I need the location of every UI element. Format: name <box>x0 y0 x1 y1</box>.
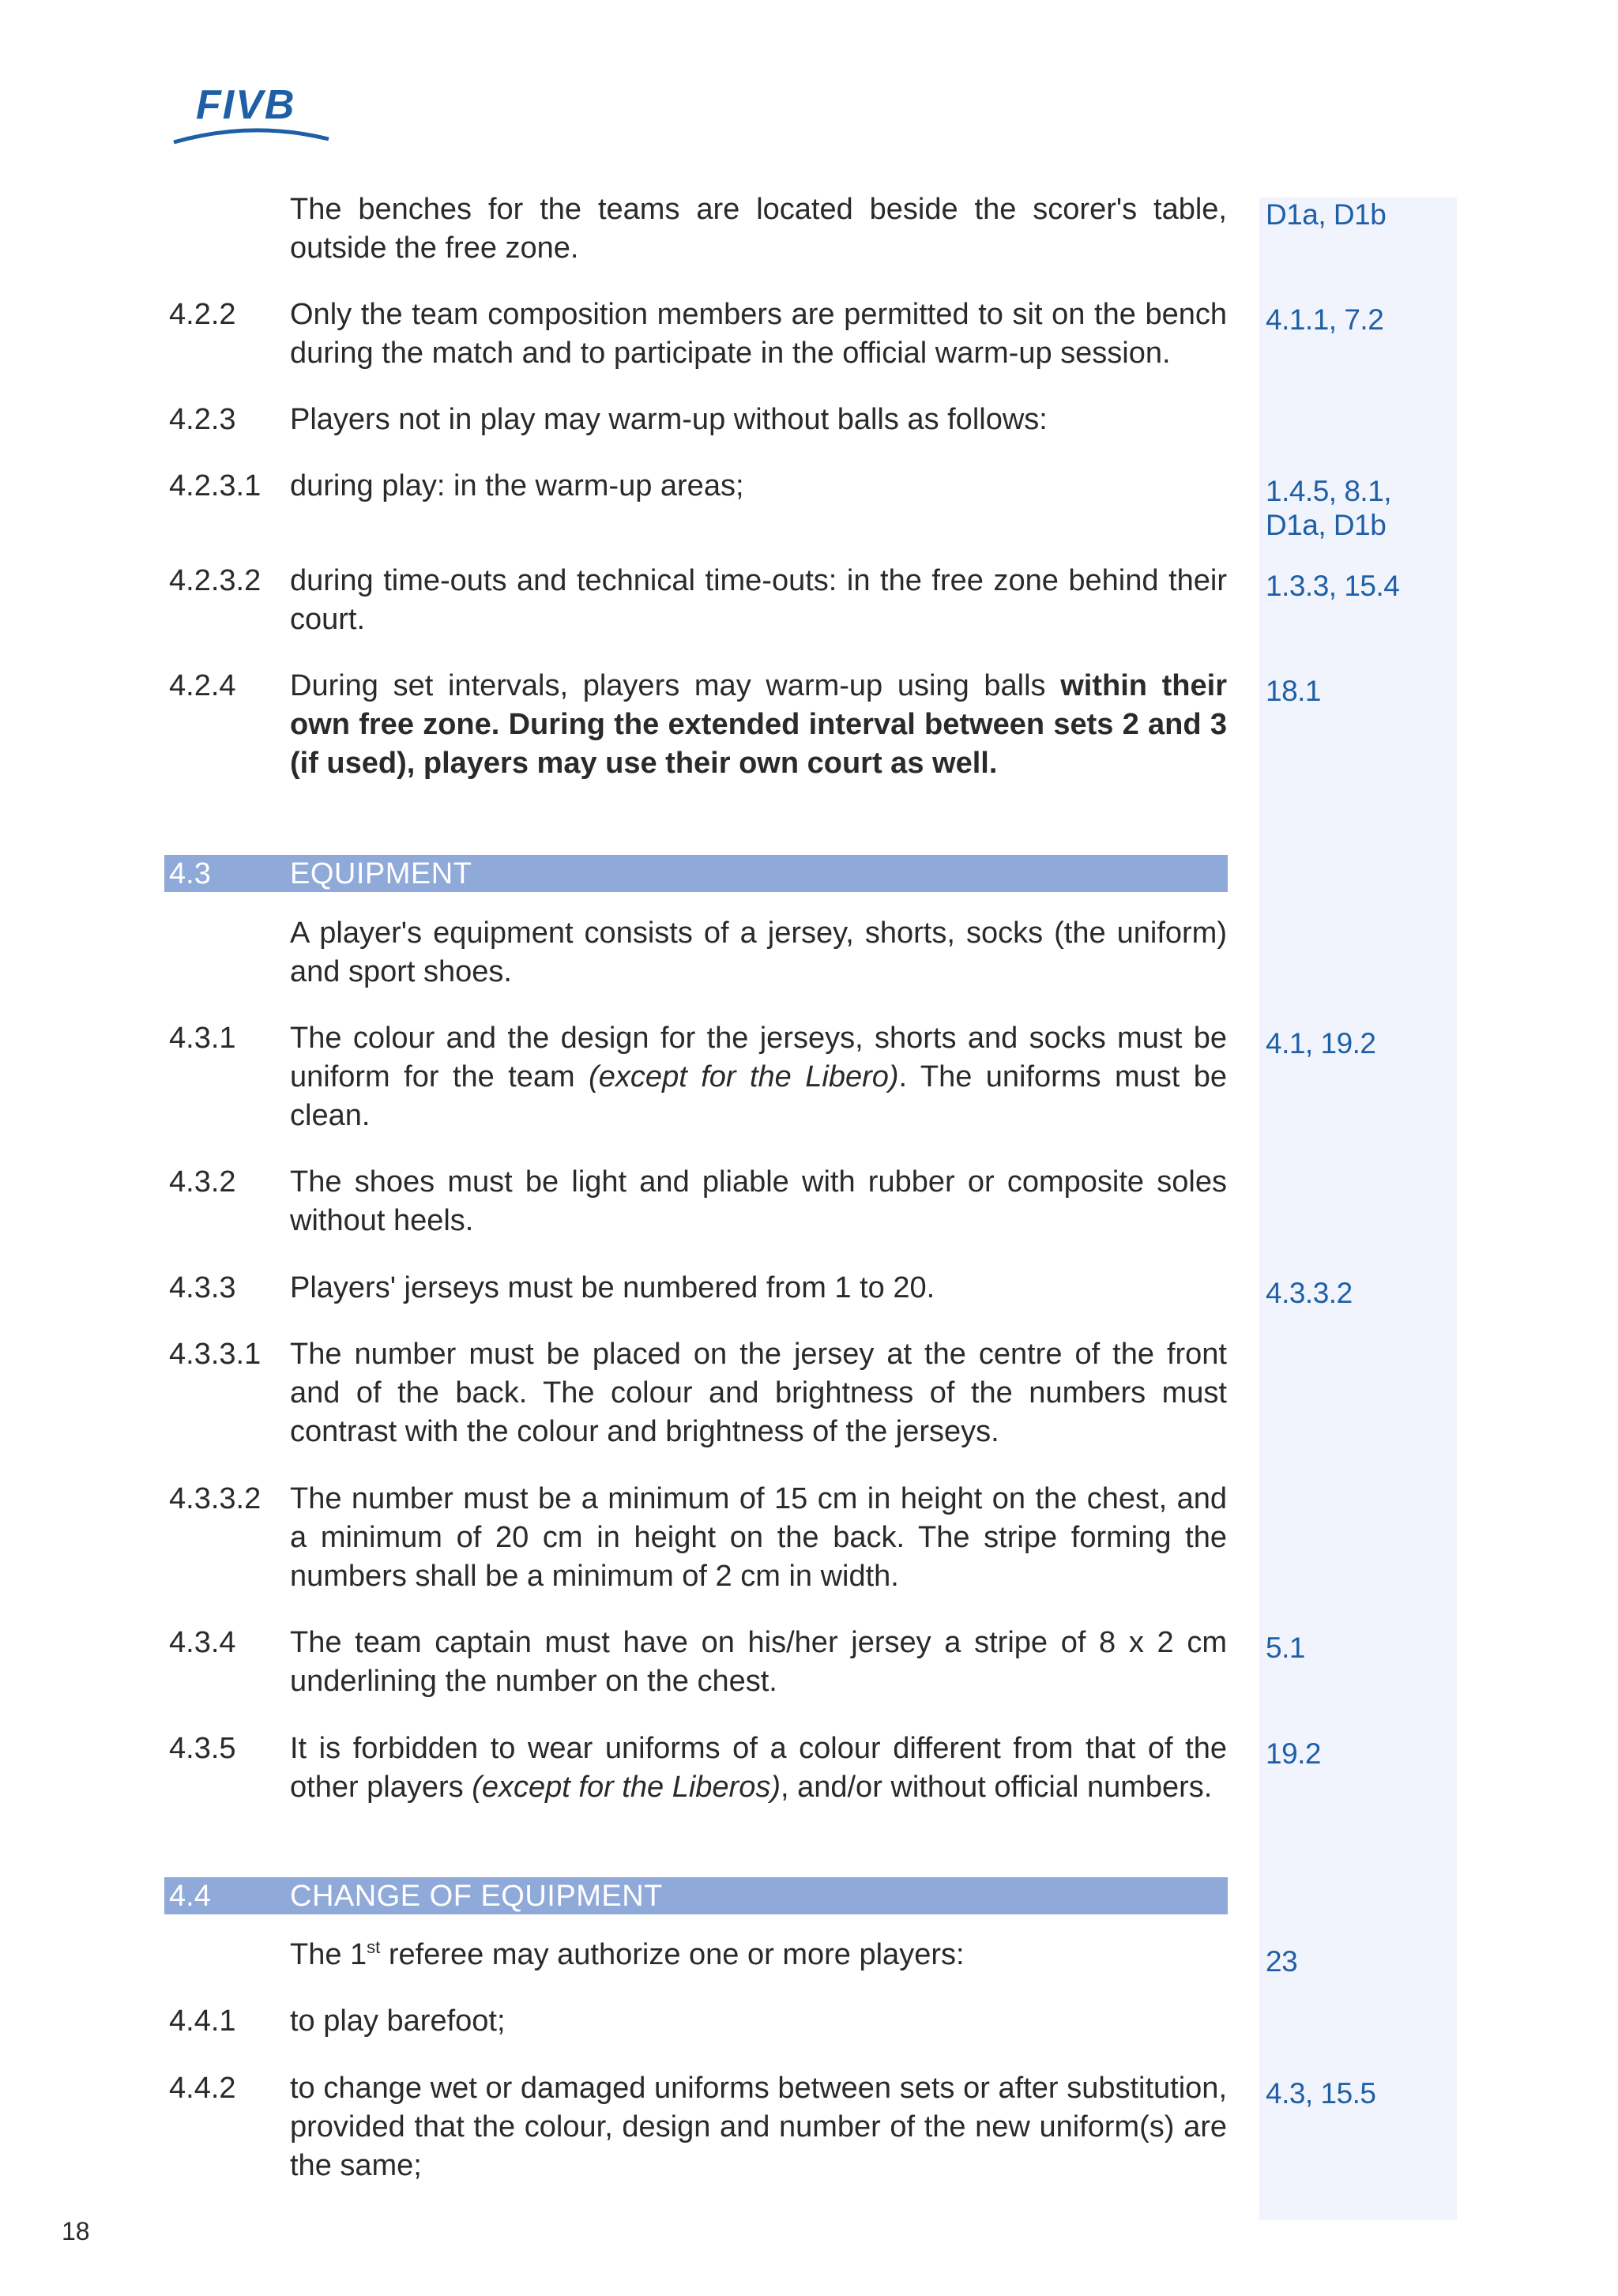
rule-text: to play barefoot; <box>290 2004 506 2038</box>
rule-text: Players not in play may warm-up without balls as follows: <box>290 403 1048 436</box>
rule-text: The colour and the design for the jerseys, shorts and socks must be uniform for the team (except for the Libero). The uniforms must be clean. <box>290 1022 1227 1132</box>
rule-text-bench-location: The benches for the teams are located beside the scorer's table, outside the free zone. <box>290 193 1227 265</box>
rule-ref: 4.1.1, 7.2 <box>1266 303 1384 336</box>
page-number: 18 <box>62 2217 90 2245</box>
rule-number: 4.3.5 <box>169 1732 236 1765</box>
section-title: CHANGE OF EQUIPMENT <box>290 1880 663 1913</box>
rule-text: It is forbidden to wear uniforms of a colour different from that of the other players (except for the Liberos), and/or without official numbers. <box>290 1732 1227 1804</box>
rule-ref-bench-location: D1a, D1b <box>1266 198 1387 231</box>
rule-text: During set intervals, players may warm-up using balls within their own free zone. During the extended interval between sets 2 and 3 (if used), players may use their own court as well. <box>290 669 1227 780</box>
section-header-equipment <box>164 855 1228 892</box>
rule-ref: 19.2 <box>1266 1737 1322 1770</box>
rule-number: 4.4.1 <box>169 2004 236 2038</box>
rule-text: The team captain must have on his/her jersey a stripe of 8 x 2 cm underlining the number on the chest. <box>290 1626 1227 1698</box>
rule-number: 4.2.3.1 <box>169 469 262 502</box>
rule-text: Only the team composition members are permitted to sit on the bench during the match and to participate in the official warm-up session. <box>290 298 1227 370</box>
section-number: 4.3 <box>169 857 211 890</box>
rule-ref: 1.4.5, 8.1, D1a, D1b <box>1266 475 1392 541</box>
rule-ref: 23 <box>1266 1945 1298 1978</box>
rule-text: during play: in the warm-up areas; <box>290 469 744 502</box>
section-title: EQUIPMENT <box>290 857 472 890</box>
rule-text: during time-outs and technical time-outs: in the free zone behind their court. <box>290 564 1227 636</box>
rule-number: 4.2.4 <box>169 669 236 702</box>
rule-number: 4.2.3.2 <box>169 564 262 597</box>
fivb-logo-text: FIVB <box>196 82 296 128</box>
fivb-logo <box>172 81 330 152</box>
rule-text: The shoes must be light and pliable with rubber or composite soles without heels. <box>290 1165 1227 1237</box>
rule-ref: 5.1 <box>1266 1632 1305 1664</box>
rule-number: 4.3.3.1 <box>169 1338 262 1371</box>
rule-text: A player's equipment consists of a jersey, shorts, socks (the uniform) and sport shoes. <box>290 917 1227 988</box>
rule-text: to change wet or damaged uniforms between sets or after substitution, provided that the colour, design and number of the new uniform(s) are the same; <box>290 2072 1227 2182</box>
rule-number: 4.3.1 <box>169 1022 236 1055</box>
section-number: 4.4 <box>169 1880 211 1913</box>
rule-ref: 1.3.3, 15.4 <box>1266 570 1400 602</box>
rule-ref: 4.3, 15.5 <box>1266 2077 1376 2110</box>
rule-number: 4.3.3 <box>169 1271 236 1304</box>
rule-ref: 18.1 <box>1266 675 1322 707</box>
rule-text: The number must be placed on the jersey at the centre of the front and of the back. The colour and brightness of the numbers must contrast with the colour and brightness of the jerseys. <box>290 1338 1227 1448</box>
section-header-change-of-equipment <box>164 1877 1228 1914</box>
rule-number: 4.3.3.2 <box>169 1482 262 1515</box>
rule-number: 4.2.3 <box>169 403 236 436</box>
rule-ref: 4.3.3.2 <box>1266 1277 1353 1309</box>
rule-number: 4.3.4 <box>169 1626 236 1659</box>
rule-text: Players' jerseys must be numbered from 1 to 20. <box>290 1271 935 1304</box>
logo-swoosh <box>174 130 329 142</box>
rule-text: The 1st referee may authorize one or more players: <box>290 1937 965 1971</box>
rule-number: 4.3.2 <box>169 1165 236 1199</box>
rule-ref: 4.1, 19.2 <box>1266 1027 1376 1060</box>
rule-number: 4.2.2 <box>169 298 236 331</box>
rule-text: The number must be a minimum of 15 cm in height on the chest, and a minimum of 20 cm in height on the back. The stripe forming the numbers shall be a minimum of 2 cm in width. <box>290 1482 1227 1593</box>
rule-number: 4.4.2 <box>169 2072 236 2105</box>
